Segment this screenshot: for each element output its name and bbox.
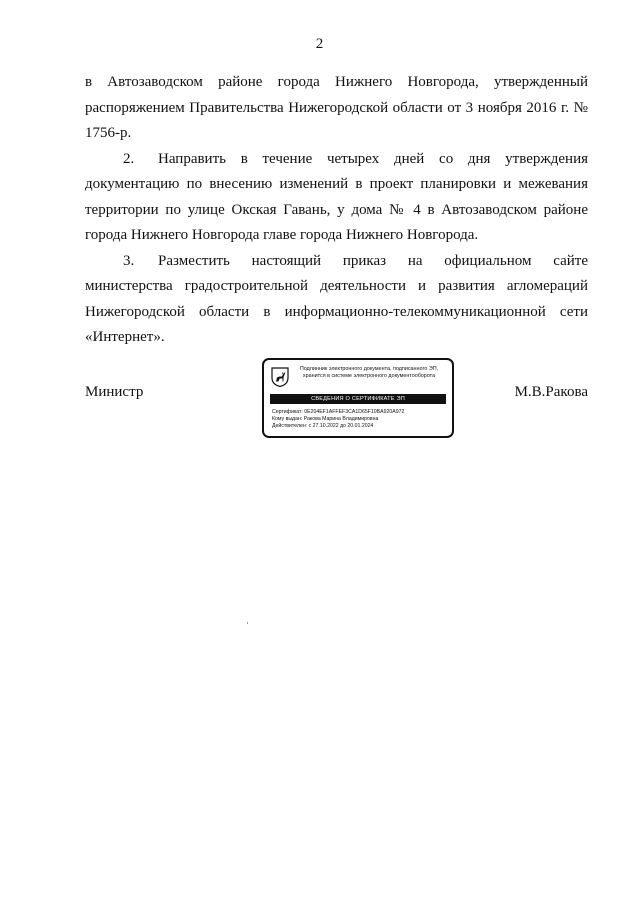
issued-to-row <box>272 416 448 423</box>
paragraph-item-3 <box>85 249 588 351</box>
paragraph-number: 3. <box>123 252 135 269</box>
paragraph-text: Разместить настоящий приказ на официальном сайте министерства градостроительной деятельности и развития агломераций Нижегородской области в информационно-телекоммуникационной сети «Интернет». <box>85 252 588 345</box>
coat-of-arms-deer-icon <box>271 367 289 387</box>
stamp-details <box>272 409 448 430</box>
certificate-value: 0E204EF1AFFEF3CA1D65F10BA920A972 <box>304 409 405 415</box>
issued-to-label: Кому выдан: <box>272 416 303 422</box>
validity-row <box>272 423 448 430</box>
validity-label: Действителен: <box>272 423 308 429</box>
paragraph-item-2 <box>85 147 588 249</box>
stamp-header-line: хранится в системе электронного документооборота <box>302 373 436 379</box>
paragraph-text: Направить в течение четырех дней со дня утверждения документацию по внесению изменений в проект планировки и межевания территории по улице Окская Гавань, у дома № 4 в Автозаводском районе города Нижнего Новгорода главе города Нижнего Новгорода. <box>85 150 588 243</box>
page-number: 2 <box>315 36 324 52</box>
certificate-row <box>272 409 448 416</box>
stamp-title-bar: СВЕДЕНИЯ О СЕРТИФИКАТЕ ЭП <box>270 394 446 404</box>
stamp-header-line: Подлинник электронного документа, подписанного ЭП, <box>299 366 439 372</box>
scan-speck <box>247 622 248 624</box>
electronic-signature-stamp <box>262 358 454 438</box>
signatory-position: Министр <box>85 384 144 400</box>
paragraph-continuation <box>85 70 588 147</box>
stamp-header <box>292 366 446 380</box>
paragraph-text: в Автозаводском районе города Нижнего Новгорода, утвержденный распоряжением Правительства Нижегородской области от 3 ноября 2016 г. № 1756-р. <box>85 74 588 141</box>
signatory-name: М.В.Ракова <box>514 384 588 400</box>
validity-value: с 27.10.2022 до 20.01.2024 <box>308 423 374 429</box>
issued-to-value: Ракова Марина Владимировна <box>303 416 379 422</box>
certificate-label: Сертификат: <box>272 409 303 415</box>
paragraph-number: 2. <box>123 150 135 167</box>
document-body <box>85 70 588 351</box>
